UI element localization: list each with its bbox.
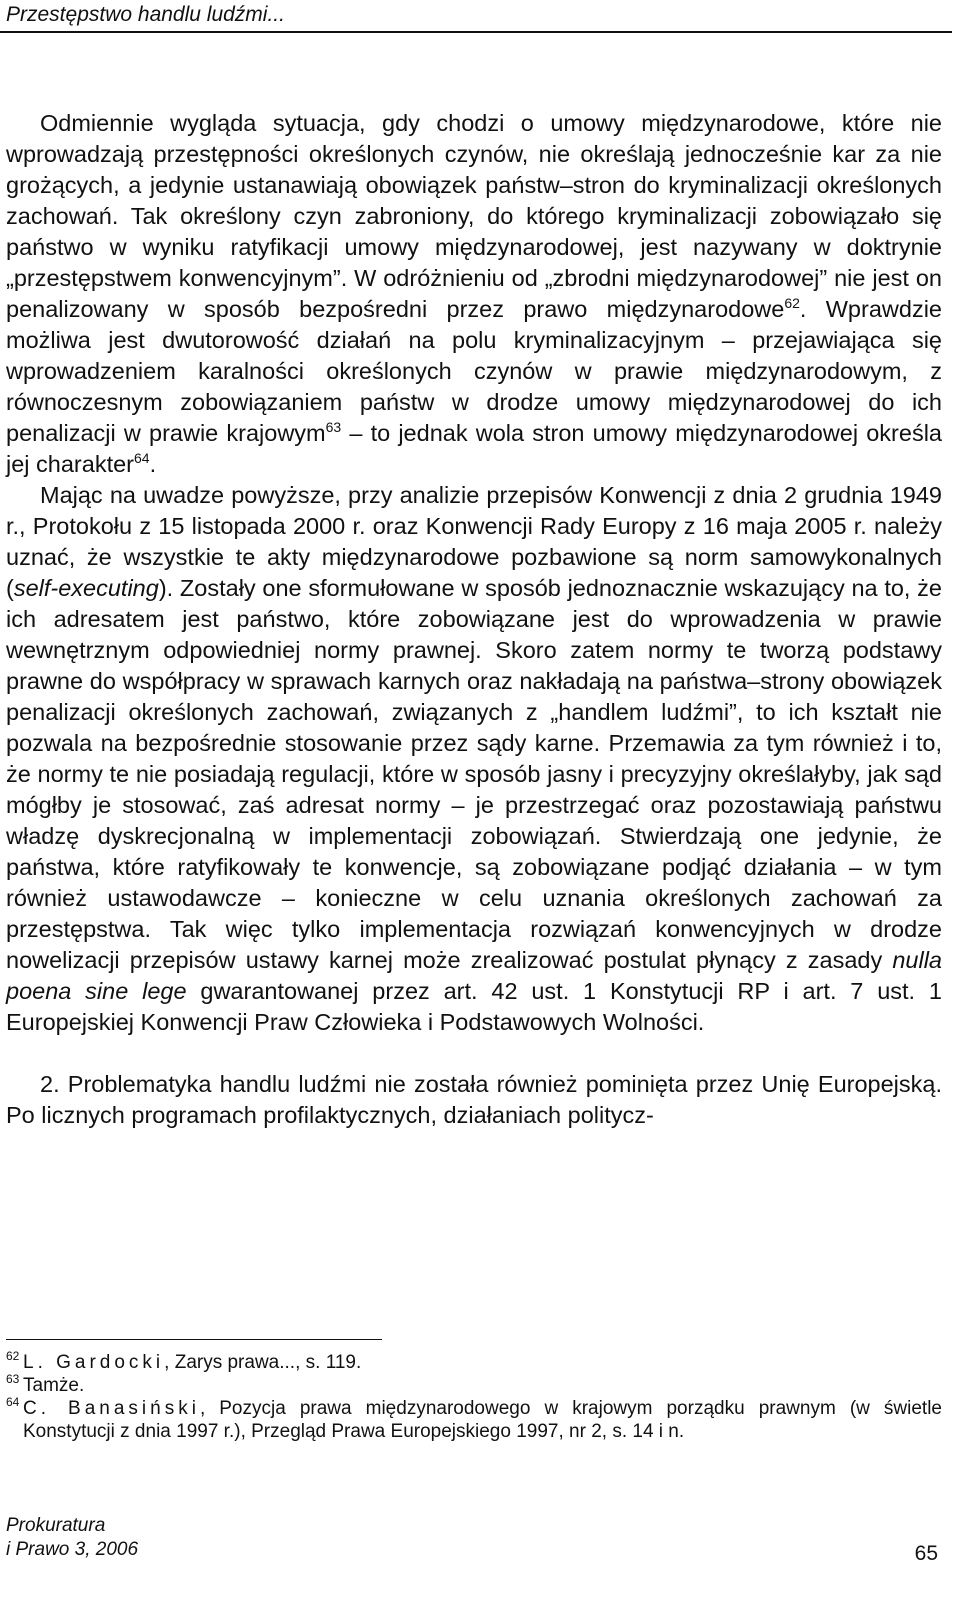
main-text bbox=[6, 108, 942, 1131]
footnote-62 bbox=[6, 1351, 942, 1374]
footnote-number: 62 bbox=[6, 1349, 20, 1363]
nulla-poena-term: nulla poena sine lege bbox=[6, 947, 942, 1004]
footnote-text: Tamże. bbox=[23, 1375, 85, 1396]
paragraph-2 bbox=[6, 480, 942, 1038]
journal-issue: i Prawo 3, 2006 bbox=[6, 1539, 139, 1560]
footnote-number: 63 bbox=[6, 1372, 20, 1386]
footnote-ref-63: 63 bbox=[325, 419, 342, 435]
footnote-64 bbox=[6, 1397, 942, 1443]
footnotes bbox=[6, 1351, 942, 1443]
footnote-author: L. Gardocki bbox=[23, 1352, 165, 1373]
page-number: 65 bbox=[914, 1542, 938, 1565]
paragraph-1-text-c: – to jednak wola stron umowy międzynarodowej określa jej charakter bbox=[6, 420, 942, 477]
footnote-63 bbox=[6, 1374, 942, 1397]
paragraph-2-text-a: Mając na uwadze powyższe, przy analizie przepisów Konwencji z dnia 2 grudnia 1949 r., Protokołu z 15 listopada 2000 r. oraz Konwencji Rady Europy z 16 maja 2005 r. należy uznać, że wszystkie te akty międzynarodowe pozbawione są norm samowykonalnych ( bbox=[6, 482, 942, 601]
footnote-rule bbox=[6, 1339, 382, 1340]
footnote-ref-64: 64 bbox=[134, 450, 150, 466]
footnote-number: 64 bbox=[6, 1395, 20, 1409]
paragraph-1 bbox=[6, 108, 942, 480]
footnote-author: C. Banasiński bbox=[23, 1398, 200, 1419]
paragraph-2-text-c: gwarantowanej przez art. 42 ust. 1 Konstytucji RP i art. 7 ust. 1 Europejskiej Konwencji Praw Człowieka i Podstawowych Wolności. bbox=[6, 978, 942, 1035]
paragraph-1-text-a: Odmiennie wygląda sytuacja, gdy chodzi o umowy międzynarodowe, które nie wprowadzają przestępności określonych czynów, nie określają jednocześnie kar za nie grożących, a jedynie ustanawiają obowiązek państw–stron do kryminalizacji określonych zachowań. Tak określony czyn zabroniony, do którego kryminalizacji zobowiązało się państwo w wyniku ratyfikacji umowy międzynarodowej, jest nazywany w doktrynie „przestępstwem konwencyjnym”. W odróżnieniu od „zbrodni międzynarodowej” nie jest on penalizowany w sposób bezpośredni przez prawo międzynarodowe bbox=[6, 110, 942, 322]
self-executing-term: self-executing bbox=[13, 575, 159, 601]
paragraph-3: 2. Problematyka handlu ludźmi nie została również pominięta przez Unię Europejską. Po licznych programach profilaktycznych, działaniach politycz- bbox=[6, 1071, 942, 1128]
journal-name: Prokuratura bbox=[6, 1515, 106, 1536]
paragraph-2-text-b: ). Zostały one sformułowane w sposób jednoznacznie wskazujący na to, że ich adresatem jest państwo, które zobowiązane jest do wprowadzenia w prawie wewnętrznym odpowiedniej normy prawnej. Skoro zatem normy te tworzą podstawy prawne do współpracy w sprawach karnych oraz nakładają na państwa–strony obowiązek penalizacji określonych zachowań, związanych z „handlem ludźmi”, to ich kształt nie pozwala na bezpośrednie stosowanie przez sądy karne. Przemawia za tym również i to, że normy te nie posiadają regulacji, które w sposób jasny i precyzyjny określałyby, jak sąd mógłby je stosować, zaś adresat normy – je przestrzegać oraz pozostawiają państwu władzę dyskrecjonalną w implementacji zobowiązań. Stwierdzają one jedynie, że państwa, które ratyfikowały te konwencje, są zobowiązane podjąć działania – w tym również ustawodawcze – konieczne w celu uznania określonych zachowań za przestępstwa. Tak więc tylko implementacja rozwiązań konwencyjnych w drodze nowelizacji przepisów ustawy karnej może zrealizować postulat płynący z zasady bbox=[6, 575, 942, 973]
header-rule bbox=[0, 31, 952, 33]
footnote-text: , Pozycja prawa międzynarodowego w krajowym porządku prawnym (w świetle Konstytucji z dnia 1997 r.), Przegląd Prawa Europejskiego 1997, nr 2, s. 14 i n. bbox=[23, 1398, 942, 1442]
paragraph-1-text-b: . Wprawdzie możliwa jest dwutorowość działań na polu kryminalizacyjnym – przejawiająca się wprowadzeniem karalności określonych czynów w prawie międzynarodowym, z równoczesnym zobowiązaniem państw w drodze umowy międzynarodowej do ich penalizacji w prawie krajowym bbox=[6, 296, 942, 446]
footnote-text: , Zarys prawa..., s. 119. bbox=[164, 1352, 362, 1373]
footer-journal bbox=[6, 1514, 138, 1562]
footnote-ref-62: 62 bbox=[784, 295, 800, 311]
paragraph-1-text-d: . bbox=[149, 451, 157, 477]
running-header-title: Przestępstwo handlu ludźmi... bbox=[6, 3, 285, 26]
